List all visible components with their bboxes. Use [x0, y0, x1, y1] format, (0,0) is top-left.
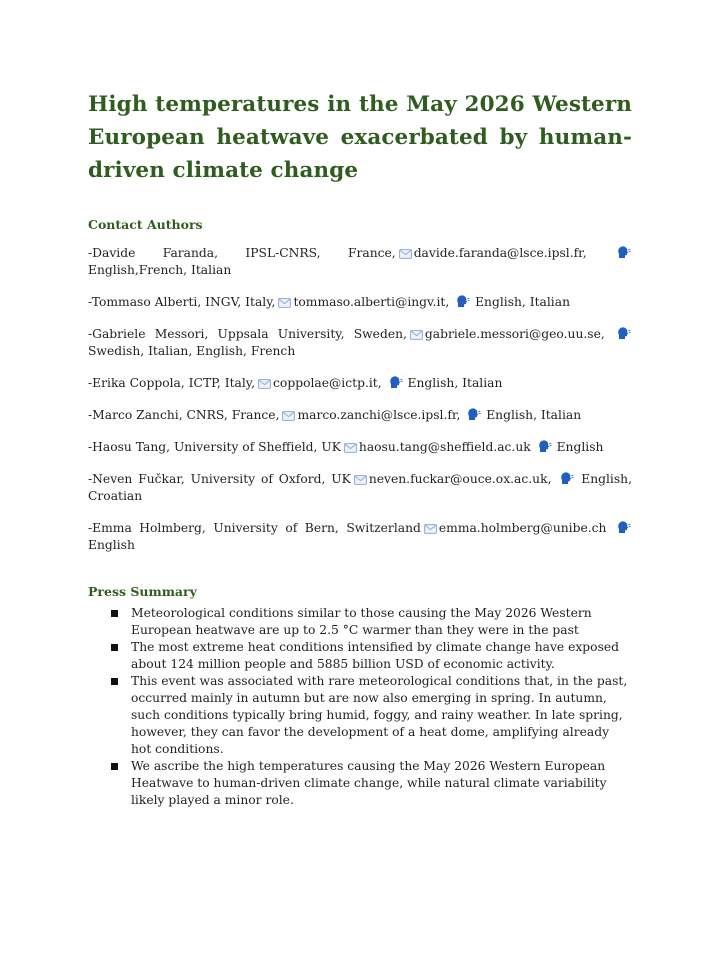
author-entry	[88, 520, 632, 554]
author-email[interactable]: neven.fuckar@ouce.ox.ac.uk	[368, 472, 548, 486]
square-bullet-icon	[111, 610, 118, 617]
speaking-head-icon	[456, 294, 470, 308]
author-name-affiliation: -Gabriele Messori, Uppsala University, Sweden,	[88, 327, 407, 341]
author-entry	[88, 294, 632, 311]
envelope-icon	[354, 475, 367, 485]
speaking-head-icon	[560, 471, 574, 485]
separator: ,	[377, 376, 386, 390]
summary-text: This event was associated with rare meteorological conditions that, in the past, occurred mainly in autumn but are now also emerging in spring. In autumn, such conditions typically bring humid, foggy, and rainy weather. In late spring, however, they can favor the development of a heat dome, amplifying already hot conditions.	[131, 674, 628, 756]
author-email[interactable]: marco.zanchi@lsce.ipsl.fr	[297, 408, 457, 422]
press-summary-list	[88, 605, 632, 809]
speaking-head-icon	[389, 375, 403, 389]
separator: ,	[600, 327, 614, 341]
summary-text: We ascribe the high temperatures causing the May 2026 Western European Heatwave to human-driven climate change, while natural climate variability likely played a minor role.	[131, 759, 607, 807]
author-email[interactable]: gabriele.messori@geo.uu.se	[424, 327, 601, 341]
author-entry	[88, 375, 632, 392]
author-languages: English, Croatian	[88, 472, 632, 503]
separator: ,	[445, 295, 454, 309]
summary-item	[106, 673, 632, 758]
author-entry	[88, 471, 632, 505]
envelope-icon	[410, 330, 423, 340]
author-entry	[88, 407, 632, 424]
author-name-affiliation: -Emma Holmberg, University of Bern, Switzerland	[88, 521, 421, 535]
author-email[interactable]: haosu.tang@sheffield.ac.uk	[358, 440, 531, 454]
author-name-affiliation: -Davide Faranda, IPSL-CNRS, France,	[88, 246, 396, 260]
envelope-icon	[282, 411, 295, 421]
author-entry	[88, 326, 632, 360]
author-languages: English, Italian	[403, 376, 503, 390]
author-languages: English,French, Italian	[88, 263, 232, 277]
author-languages: English, Italian	[482, 408, 582, 422]
summary-text: Meteorological conditions similar to those causing the May 2026 Western European heatwave are up to 2.5 °C warmer than they were in the past	[131, 606, 592, 637]
square-bullet-icon	[111, 763, 118, 770]
author-entry	[88, 439, 632, 456]
author-email[interactable]: tommaso.alberti@ingv.it	[293, 295, 446, 309]
speaking-head-icon	[538, 439, 552, 453]
author-email[interactable]: emma.holmberg@unibe.ch	[438, 521, 607, 535]
envelope-icon	[258, 379, 271, 389]
summary-item	[106, 758, 632, 809]
author-languages: English, Italian	[471, 295, 570, 309]
square-bullet-icon	[111, 644, 118, 651]
author-entry	[88, 245, 632, 279]
separator: ,	[582, 246, 614, 260]
author-name-affiliation: -Erika Coppola, ICTP, Italy,	[88, 376, 256, 390]
author-list	[88, 245, 632, 554]
square-bullet-icon	[111, 678, 118, 685]
author-email[interactable]: davide.faranda@lsce.ipsl.fr	[413, 246, 583, 260]
summary-item	[106, 605, 632, 639]
author-languages: English	[552, 440, 604, 454]
separator	[606, 521, 614, 535]
speaking-head-icon	[617, 520, 631, 534]
author-name-affiliation: -Haosu Tang, University of Sheffield, UK	[88, 440, 341, 454]
speaking-head-icon	[617, 326, 631, 340]
author-email[interactable]: coppolae@ictp.it	[273, 376, 378, 390]
author-languages: Swedish, Italian, English, French	[88, 344, 296, 358]
envelope-icon	[424, 524, 437, 534]
summary-item	[106, 639, 632, 673]
author-languages: English	[88, 538, 135, 552]
summary-text: The most extreme heat conditions intensified by climate change have exposed about 124 million people and 5885 billion USD of economic activity.	[131, 640, 620, 671]
separator: ,	[456, 408, 465, 422]
press-summary-heading: Press Summary	[88, 584, 197, 599]
separator: ,	[547, 472, 558, 486]
author-name-affiliation: -Tommaso Alberti, INGV, Italy,	[88, 295, 276, 309]
speaking-head-icon	[617, 245, 631, 259]
author-name-affiliation: -Marco Zanchi, CNRS, France,	[88, 408, 280, 422]
envelope-icon	[399, 249, 412, 259]
author-name-affiliation: -Neven Fučkar, University of Oxford, UK	[88, 472, 351, 486]
document-title: High temperatures in the May 2026 Western European heatwave exacerbated by human-driven climate change	[88, 92, 632, 183]
separator	[531, 440, 535, 454]
contact-authors-heading: Contact Authors	[88, 217, 203, 232]
speaking-head-icon	[467, 407, 481, 421]
envelope-icon	[278, 298, 291, 308]
envelope-icon	[344, 443, 357, 453]
